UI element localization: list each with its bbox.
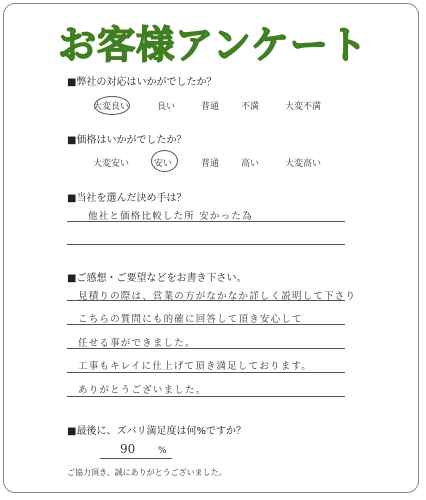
answer-line (67, 372, 345, 373)
comment-line-3: 任せる事ができました。 (78, 338, 196, 349)
comment-line-2: こちらの質問にも的確に回答して頂き安心して (78, 314, 303, 325)
comment-line-5: ありがとうございました。 (78, 385, 207, 396)
answer-line (67, 324, 345, 325)
question-comments: ■ご感想・ご要望などをお書き下さい。 (67, 273, 247, 284)
option-price-normal[interactable]: 普通 (200, 159, 220, 169)
comment-line-1: 見積りの際は、営業の方がなかなか詳しく説明して下さり (78, 291, 357, 302)
answer-reason: 他社と価格比較した所 安かった為 (88, 211, 253, 222)
option-service-dissatisfied[interactable]: 不満 (240, 102, 260, 112)
option-price-expensive[interactable]: 高い (240, 159, 260, 169)
answer-line (67, 244, 345, 245)
thank-you-note: ご協力頂き、誠にありがとうございました。 (67, 468, 227, 477)
option-service-very-good[interactable]: 大変良い (92, 102, 130, 112)
question-satisfaction: ■最後に、ズバリ満足度は何%ですか？ (67, 426, 246, 437)
question-service: ■弊社の対応はいかがでしたか？ (67, 77, 217, 88)
answer-line (67, 396, 345, 397)
survey-title: お客様アンケート (58, 23, 368, 67)
option-service-good[interactable]: 良い (156, 102, 176, 112)
satisfaction-score: 90 (120, 442, 136, 456)
question-reason: ■当社を選んだ決め手は？ (67, 193, 187, 204)
option-service-normal[interactable]: 普通 (200, 102, 220, 112)
option-price-very-cheap[interactable]: 大変安い (92, 159, 130, 169)
answer-line (67, 300, 345, 301)
option-price-cheap[interactable]: 安い (153, 159, 173, 169)
answer-line (67, 221, 345, 222)
option-price-very-expensive[interactable]: 大変高い (284, 159, 322, 169)
comment-line-4: 工事もキレイに仕上げて頂き満足しております。 (78, 361, 313, 372)
satisfaction-unit: % (158, 446, 167, 456)
score-line (100, 458, 172, 459)
question-price: ■価格はいかがでしたか？ (67, 135, 187, 146)
option-service-very-dissatisfied[interactable]: 大変不満 (284, 102, 322, 112)
answer-line (67, 348, 345, 349)
